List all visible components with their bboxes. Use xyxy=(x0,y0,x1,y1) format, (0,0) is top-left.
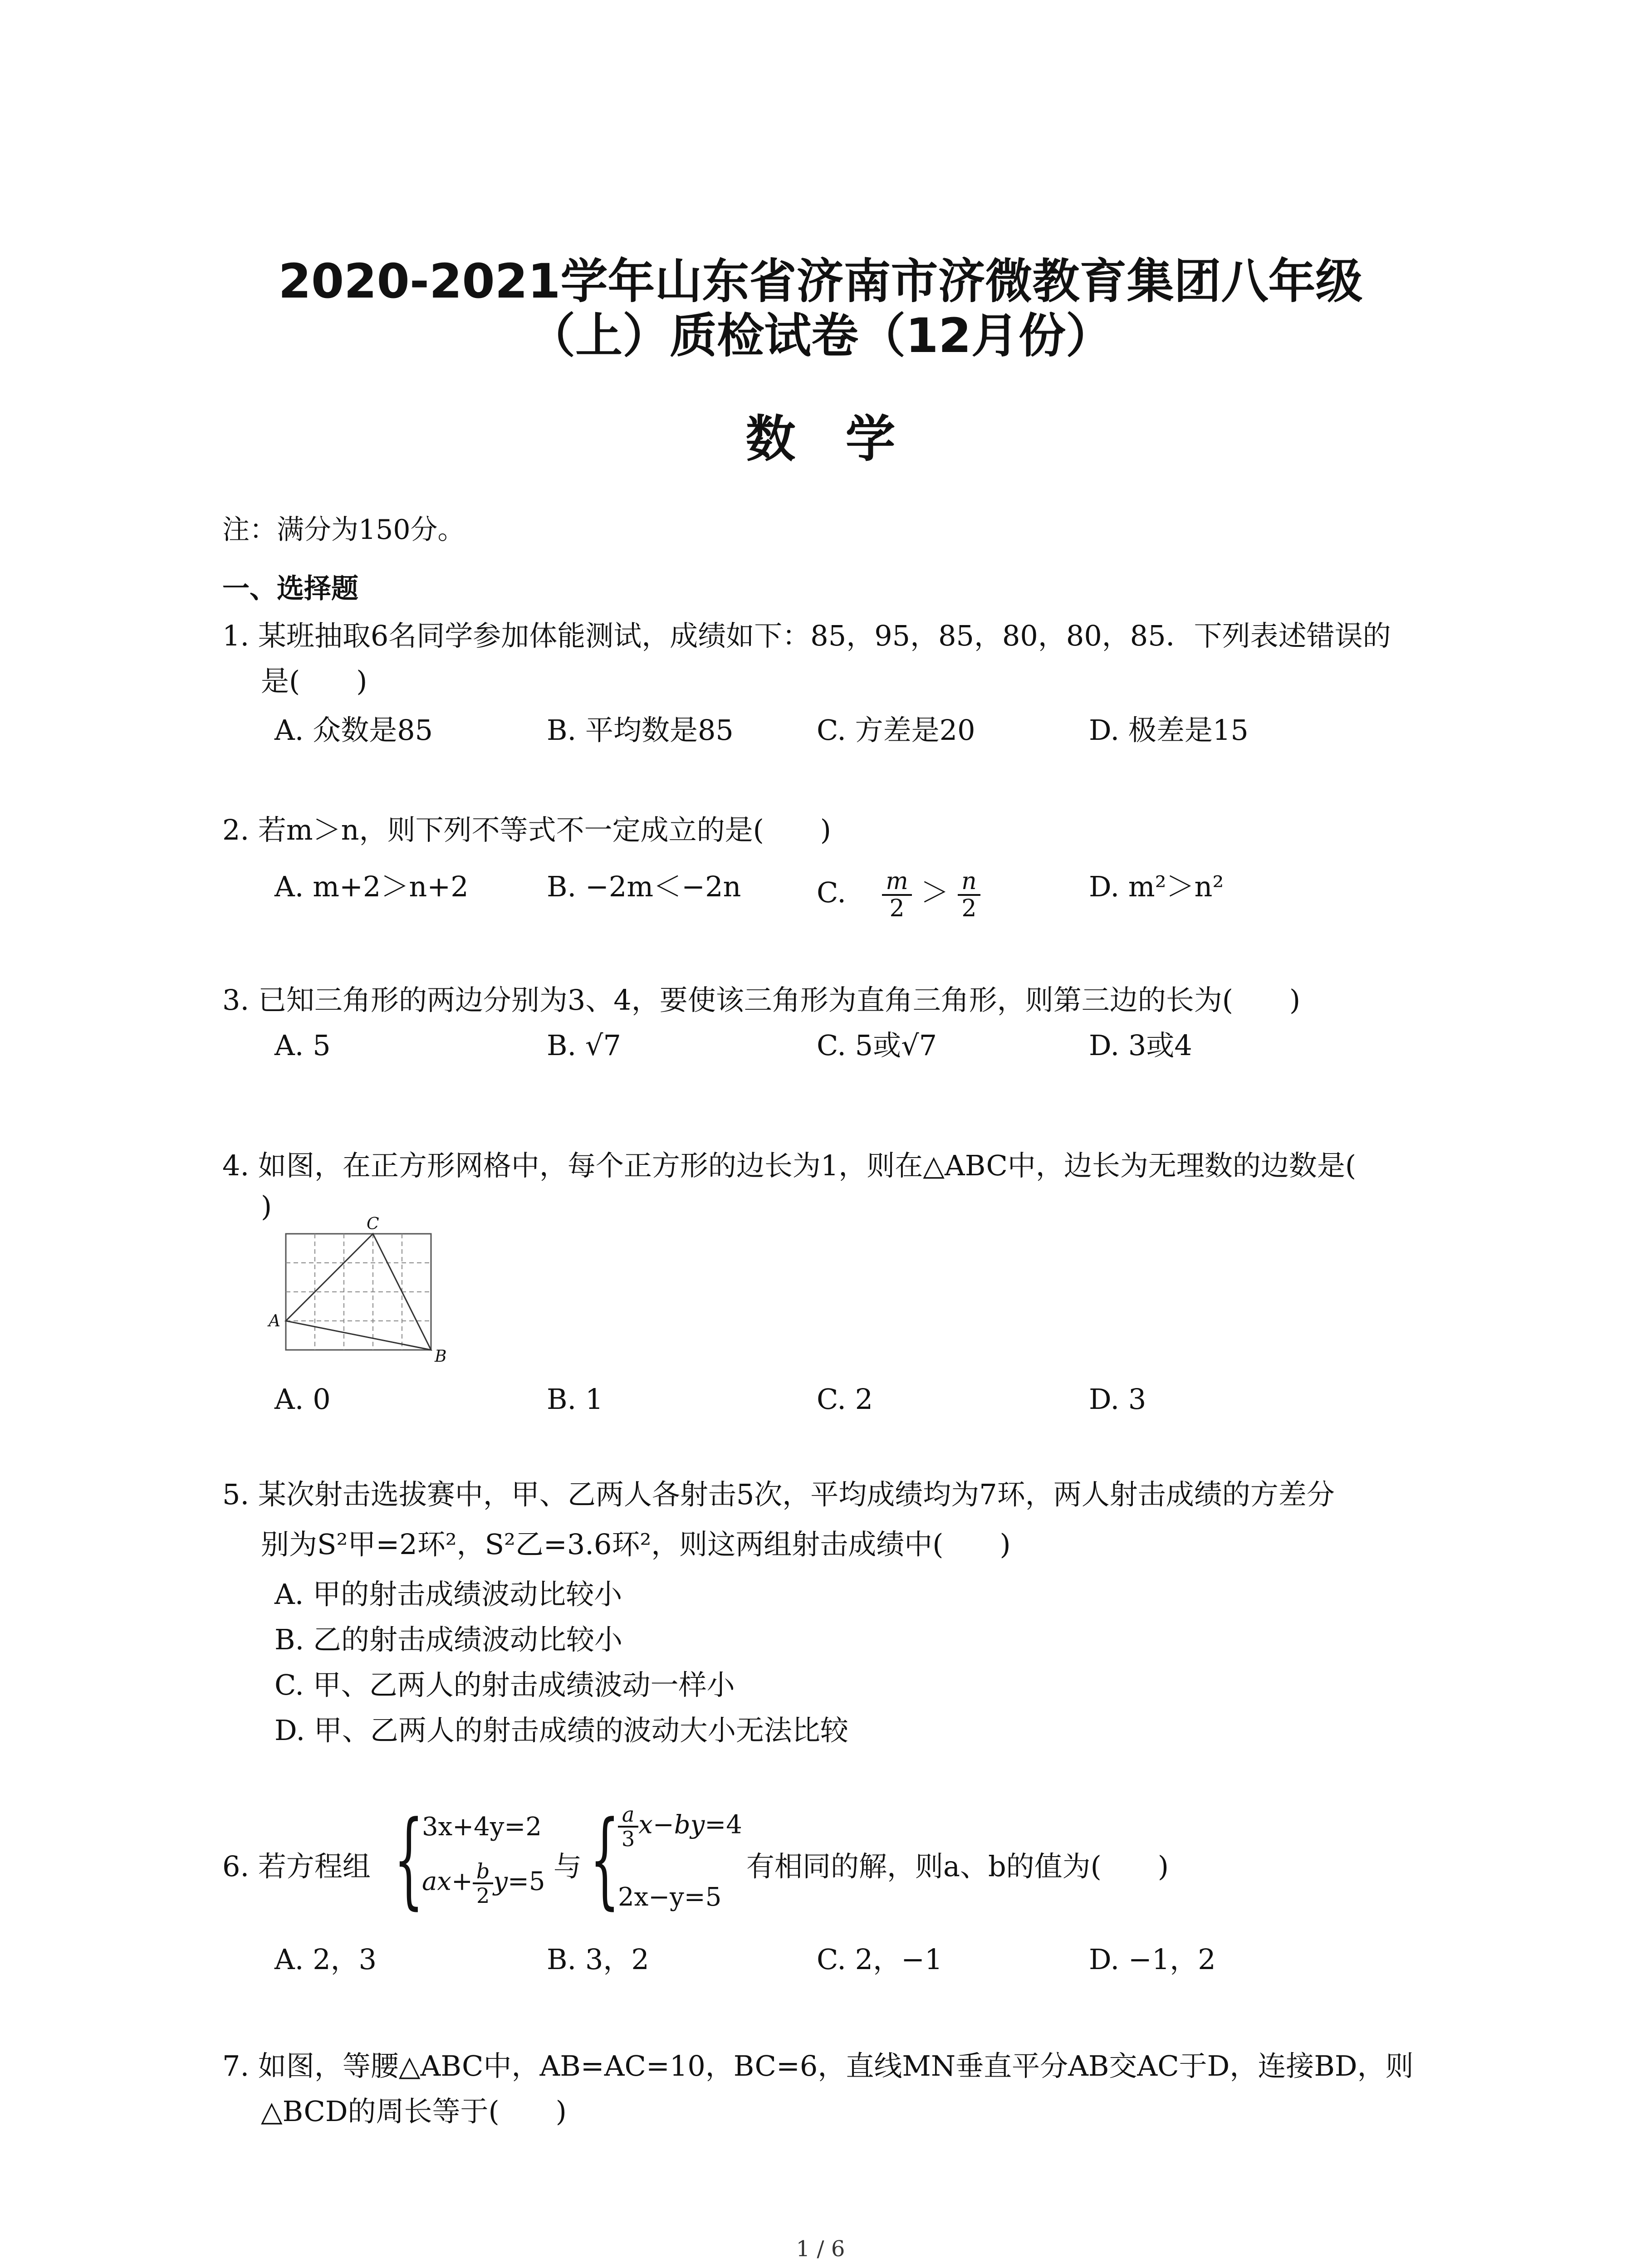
question-2-option-a: A. m+2＞n+2 xyxy=(274,870,469,903)
system-2-brace: { xyxy=(590,1799,620,1920)
question-7-stem: 7. 如图，等腰△ABC中，AB=AC=10，BC=6，直线MN垂直平分AB交AC于D，连接BD，则 xyxy=(222,2049,1414,2082)
fraction-a-over-3: $\frac{a}{3}$ xyxy=(618,1803,638,1850)
question-5-stem: 5. 某次射击选拔赛中，甲、乙两人各射击5次，平均成绩均为7环，两人射击成绩的方差分 xyxy=(222,1478,1335,1511)
question-5-option-b: B. 乙的射击成绩波动比较小 xyxy=(274,1623,622,1656)
question-3-stem: 3. 已知三角形的两边分别为3、4，要使该三角形为直角三角形，则第三边的长为( ) xyxy=(222,983,1301,1017)
question-5-option-d: D. 甲、乙两人的射击成绩的波动大小无法比较 xyxy=(274,1714,848,1747)
question-1-option-d: D. 极差是15 xyxy=(1089,714,1249,747)
question-3-option-c: C. 5或√7 xyxy=(817,1029,937,1062)
question-6-option-a: A. 2，3 xyxy=(274,1943,377,1976)
exam-title-line1: 2020-2021学年山东省济南市济微教育集团八年级 xyxy=(278,254,1363,309)
question-5-stem-cont: 别为S²甲=2环²，S²乙=3.6环²，则这两组射击成绩中( ) xyxy=(261,1528,1011,1561)
question-6-connector: 与 xyxy=(554,1850,582,1883)
fraction-n-over-2: $\frac{n}{2}$ xyxy=(958,869,980,921)
question-3-option-d: D. 3或4 xyxy=(1089,1029,1192,1062)
system-2-equation-2: 2x−y=5 xyxy=(618,1882,722,1912)
question-6-option-d: D. −1，2 xyxy=(1089,1943,1216,1976)
section-heading: 一、选择题 xyxy=(222,573,358,605)
question-1-option-c: C. 方差是20 xyxy=(817,714,975,747)
system-2-equation-1: $\frac{a}{3}$ x−by=4 xyxy=(618,1803,742,1850)
subject-heading: 数学 xyxy=(745,410,945,468)
question-6-option-b: B. 3，2 xyxy=(547,1943,649,1976)
triangle-grid-figure xyxy=(259,1216,467,1365)
question-2-option-d: D. m²＞n² xyxy=(1089,870,1224,903)
question-1-stem-cont: 是( ) xyxy=(261,665,367,698)
question-1-option-a: A. 众数是85 xyxy=(274,714,433,747)
question-4-option-c: C. 2 xyxy=(817,1383,873,1416)
question-4-stem-cont: ) xyxy=(261,1190,272,1223)
question-4-option-d: D. 3 xyxy=(1089,1383,1146,1416)
question-2-stem: 2. 若m＞n，则下列不等式不一定成立的是( ) xyxy=(222,813,831,846)
question-3-option-b: B. √7 xyxy=(547,1029,621,1062)
question-5-option-c: C. 甲、乙两人的射击成绩波动一样小 xyxy=(274,1668,735,1701)
page-number: 1 / 6 xyxy=(796,2236,845,2262)
question-4-stem: 4. 如图，在正方形网格中，每个正方形的边长为1，则在△ABC中，边长为无理数的边数是( xyxy=(222,1149,1357,1182)
question-2-option-b: B. −2m＜−2n xyxy=(547,870,741,903)
vertex-c-label: C xyxy=(367,1216,379,1233)
question-1-stem: 1. 某班抽取6名同学参加体能测试，成绩如下：85，95，85，80，80，85．下列表述错误的 xyxy=(222,619,1391,652)
question-4-option-b: B. 1 xyxy=(547,1383,603,1416)
question-6-option-c: C. 2，−1 xyxy=(817,1943,943,1976)
greater-than-sign: ＞ xyxy=(921,876,949,909)
question-6-prefix: 6. 若方程组 xyxy=(222,1850,371,1883)
exam-title-line2: （上）质检试卷（12月份） xyxy=(528,308,1113,363)
grid-lines xyxy=(286,1234,431,1350)
question-3-option-a: A. 5 xyxy=(274,1029,331,1062)
vertex-b-label: B xyxy=(435,1347,447,1365)
question-2-option-c-label: C. xyxy=(817,876,846,909)
question-2-option-c xyxy=(817,869,980,921)
fraction-m-over-2: $\frac{m}{2}$ xyxy=(882,869,911,921)
question-4-option-a: A. 0 xyxy=(274,1383,331,1416)
question-1-option-b: B. 平均数是85 xyxy=(547,714,734,747)
score-note: 注：满分为150分。 xyxy=(222,514,465,546)
system-1-brace: { xyxy=(394,1799,424,1920)
system-1-equation-2: ax+ $\frac{b}{2}$ y=5 xyxy=(422,1859,545,1908)
question-7-stem-cont: △BCD的周长等于( ) xyxy=(261,2095,567,2128)
vertex-a-label: A xyxy=(269,1312,280,1330)
question-6-suffix: 有相同的解，则a、b的值为( ) xyxy=(746,1850,1169,1883)
fraction-b-over-2: $\frac{b}{2}$ xyxy=(473,1860,493,1907)
question-5-option-a: A. 甲的射击成绩波动比较小 xyxy=(274,1578,622,1611)
system-1-equation-1: 3x+4y=2 xyxy=(422,1812,542,1842)
